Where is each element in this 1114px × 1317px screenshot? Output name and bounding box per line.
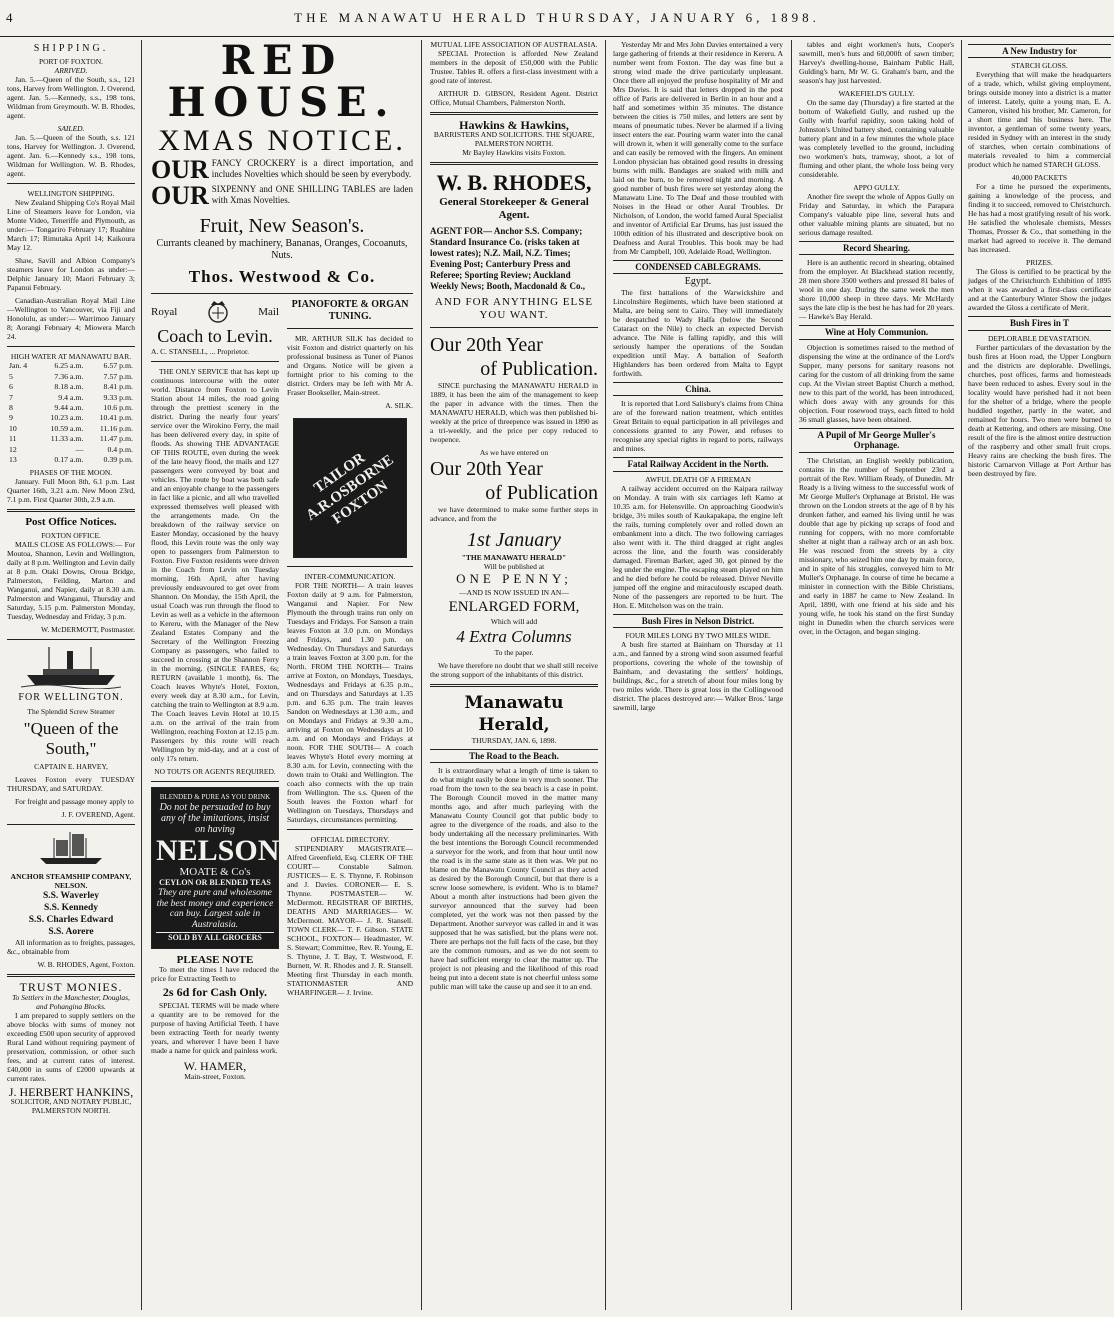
muller-text: The Christian, an English weekly publication, contains in the number of September 23rd a portrait of the Rev. William Ready, of Dunedin. Mr Ready is a living witness to the successful work of Mr George Muller's Orphanage at Bristol. He was thrown on the London streets at the age of 8 by his drunken father, and earned his living until he was double that age by picking up scraps of food and running for coppers, with no more comfortable shelter at night than a railway arch or an ash box. He was rescued from the streets by a city missionary, who seized him one day by main force, and in spite of his struggles, conveyed him to Mr Muller's Orphanage. In course of time he became a minister in connection with the Bible Christians, and early in 1887 he came to New Zealand. In April, 1890, with one friend at his side and his young wife, he took his stand on the first Sunday night in Dunedin when the church services were over, in the Octagon, and began singing. <box>799 455 954 636</box>
tide-am: 7.36 a.m. <box>54 371 84 381</box>
egypt-heading: Egypt. <box>684 276 712 288</box>
bush-nelson-heading: Bush Fires in Nelson District. <box>613 614 783 628</box>
trust-text: I am prepared to supply settlers on the above blocks with sums of money not exceeding £500 upon security of approved Rural Land without requiring payment of preservation, commission, or other such fees, and at current rates of interest. £40,000 in sums of £2000 upwards at current rates. <box>7 1010 135 1083</box>
appo-text: Another fire swept the whole of Appos Gully on Friday and Saturday, in which the Parapara Company's valuable pipe line, several huts and other valuable mining plants are situated, but no serious damage resulted. <box>799 192 954 237</box>
issued-text: —AND IS NOW ISSUED IN AN— <box>459 587 569 597</box>
coach-text: THE ONLY SERVICE that has kept up continuous intercourse with the outer world. Distance from Foxton to Levin Station about 14 miles, the road going through the prettiest scenery in the district. During the nearly four years' service over the Wirokino Ferry, the mail has been delivered every day, in spite of floods. As showing THE ADVANTAGE OF THIS ROUTE, even during the week of the late heavy flood, the mails and 127 passengers were conveyed by boat and vehicles. The route by boat was both safe and an enjoyable change to the passengers in fact like a picnic, and all who travelled expressed themselves well pleased with the arrangements made. On the breakdown of the railway service on Easter Monday, occasioned by the heavy flood, this Levin route was the only way open to passengers from Palmerston to Foxton. Five Foxton residents were driven in the Coach from Levin on Tuesday morning, 16th April, after having previously endeavoured to get over from Shannon. On Monday, the 15th April, the usual Coach was run through the flood to Levin as well as a vehicle in the afternoon to Kereru, with the Manager of the New Zealand Estates Company and the Secretary of the Wellington Freezing Company as passengers, who failed to succeed in crossing at the Shannon Ferry in the morning. (SINGLE FARES, 6s; RETURN (available 1 month), 6s. The Coach leaves Whyte's Hotel, Foxton, every week day at 8.30 a.m., for Levin, catching the train to Wellington at 8.9 a.m. The Coach leaves Levin Hotel at 10.15 a.m. on the arrival of the train from Wellington, reaching Foxton at 12.15 p.m. Passengers by this route will reach Wellington by mid-day, and at a cost of only 17s return. <box>151 367 279 763</box>
prizes-heading: PRIZES. <box>1026 258 1053 268</box>
nelson-tea-ad <box>151 787 279 949</box>
moon-text: January. Full Moon 8th, 6.1 p.m. Last Quarter 16th, 3.21 a.m. New Moon 23rd, 7.1 p.m. First Quarter 30th, 2.9 a.m. <box>7 477 135 505</box>
coach-ad <box>151 299 279 1081</box>
nelson-tea: CEYLON OR BLENDED TEAS <box>159 877 271 887</box>
official-heading: OFFICIAL DIRECTORY. <box>310 835 390 844</box>
column-rule <box>961 40 962 1310</box>
piano-heading: PIANOFORTE & ORGAN TUNING. <box>291 299 409 322</box>
silk-text: MR. ARTHUR SILK has decided to visit Foxton and district quarterly on his professional business as Tuner of Pianos and Organs. Notice will be given a fortnight prior to his coming to the district. Orders may be left with Mr A. Fraser Bookseller, Main-street. <box>287 334 413 397</box>
column-rule <box>421 40 422 1310</box>
divider <box>430 112 598 115</box>
wellington-shipping-heading: WELLINGTON SHIPPING. <box>27 189 115 199</box>
column-rule <box>605 40 606 1310</box>
wine-text: Objection is sometimes raised to the method of dispensing the wine at the ordinance of the Lord's Supper, many persons for sanitary reasons not caring for the custom of all drinking from the same cup. At the Vivian street Baptist Church a method, new to this part of the world, has been introduced, which does away with any grounds for this objection. Four rosewood trays, each fitted to hold 36 small glasses, have been obtained. <box>799 342 954 424</box>
divider <box>7 824 135 825</box>
silk-signature: A. SILK. <box>385 401 413 410</box>
gibson-text: ARTHUR D. GIBSON, Resident Agent. District Office, Mutual Chambers, Palmerston North. <box>430 89 598 107</box>
since-text: SINCE purchasing the MANAWATU HERALD in 1889, it has been the aim of the management to keep the paper in advance with the times. Then the MANAWATU HERALD, which was then published bi-weekly at the price of threepence was issued in 1890 as a tri-weekly, and the price per copy reduced to twopence. <box>430 381 598 445</box>
fleet-ship-name: S.S. Aorere <box>48 927 94 938</box>
tide-row <box>7 403 135 413</box>
page-number: 4 <box>6 10 13 25</box>
hankins-sub: SOLICITOR, AND NOTARY PUBLIC, PALMERSTON NORTH. <box>10 1097 132 1116</box>
for-wellington-heading: FOR WELLINGTON. <box>18 691 124 703</box>
starch-text: Everything that will make the headquarters of a trade, which, whilst giving employment, brings outside money into a district is a matter of interest. Lately, quite a young man, E. A. Cameron, visited his brother, Mr. Cameron, for a short time and his business here. The inventor, a gentleman of some twenty years, resided in Sydney with an interest in the study of starches, when certain combinations of materials revealed to him a commercial product which he named STARCH GLOSS. <box>968 70 1111 170</box>
mutual-text: SPECIAL Protection is afforded New Zealand members in the deposit of £50,000 with the Public Trustee. Tables R. offers a first-class investment with a good rate of interest. <box>430 49 598 85</box>
divider <box>7 346 135 347</box>
road-heading: The Road to the Beach. <box>430 749 598 763</box>
tide-row <box>7 413 135 423</box>
deplorable-heading: DEPLORABLE DEVASTATION. <box>987 333 1091 343</box>
condensed-heading: CONDENSED CABLEGRAMS. <box>613 260 783 274</box>
divider <box>151 781 279 782</box>
postmaster-signature: W. McDERMOTT, Postmaster. <box>41 624 135 634</box>
nelson-claim: They are pure and wholesome the best money and experience can buy. Largest sale in Australasia. <box>156 888 274 930</box>
column-3 <box>426 40 602 1310</box>
road-text: It is extraordinary what a length of time is taken to do what might easily be done in very much sooner. The road from the town to the sea beach is a case in point. The Borough Council moved in the matter many months ago, and after much parleying with the Manawatu County Council got that public body to agree to the divergence of the roads, and also to the body undertaking all the necessary preliminaries. With the best intentions the Borough Council recommended a surveyor for the work, and from that hour until now the road is in the same state as it then was. We put no blame on the Manawatu County Council as they acted as desired by the Borough Council, but that there is a screw loose somewhere, is evident. Who is to blame? About a month after instructions had been given the surveyor announced that the survey had been completed, yet the work was not then passed by the Department. Another surveyor was called in and it was supposed that he was satisfied, but the plans were not. There are perhaps not the full facts of the case, but they are the common rumours, and as we do not seem to have had sufficient energy to clear the matter up. The project is not pleasing and the likelihood of this road being put into a decent state is not cheerful unless some public man will take the cause up and see it to an end. <box>430 766 598 992</box>
sailing-ship-illustration <box>36 830 106 868</box>
packets-count: 40,000 PACKETS <box>1011 173 1068 183</box>
china-heading: China. <box>613 382 783 396</box>
hankins-name: J. HERBERT HANKINS, <box>8 1084 134 1099</box>
wakefield-text: On the same day (Thursday) a fire started at the bottom of Wakefield Gully, and rushed up the Gully with fearful rapidity, soon taking hold of Johnston's United battery shed, containing valuable battery plant and in a few minutes the whole place was completely levelled to the ground, including two workmen's huts, tramway, shoot, a lot of fluming and other plant, the whole loss being very considerable. <box>799 98 954 179</box>
divider <box>151 361 279 362</box>
nelson-top: BLENDED & PURE AS YOU DRINK <box>159 793 271 801</box>
column-rule <box>791 40 792 1310</box>
coach-heading: Coach to Levin. <box>157 326 273 346</box>
wakefield-heading: WAKEFIELD'S GULLY. <box>838 89 915 98</box>
tide-date: Jan. 4 <box>9 361 28 371</box>
tailor-ad <box>293 418 407 558</box>
rhodes-and-for: AND FOR ANYTHING ELSE YOU WANT. <box>434 296 594 322</box>
moon-heading: PHASES OF THE MOON. <box>29 468 113 478</box>
royal-label: Royal <box>151 305 178 318</box>
tide-date: 6 <box>9 382 13 392</box>
nelson-name: NELSON <box>156 834 280 868</box>
divider <box>287 328 413 329</box>
railway-sub: AWFUL DEATH OF A FIREMAN <box>645 474 751 484</box>
published-text: Will be published at <box>483 562 545 572</box>
column-rule <box>141 40 142 1310</box>
penny-price: ONE PENNY; <box>456 571 572 587</box>
tide-date: 7 <box>9 392 13 402</box>
tide-row <box>7 393 135 403</box>
fleet-ship-name: S.S. Waverley <box>42 891 100 902</box>
tide-am: 9.4 a.m. <box>58 392 84 402</box>
tide-pm: 10.41 p.m. <box>99 413 133 423</box>
shearing-text: Here is an authentic record in shearing, obtained from the employer. At Blackhead station recently, 28 men shore 3500 wethers and pressed 81 bales of wool in one day. During the same week the men shore 10,000 sheep in three days. Mr McHardy says the late clip is the best he has had for 20 years.— Hawke's Bay Herald. <box>799 258 954 322</box>
extra-columns: 4 Extra Columns <box>456 626 572 646</box>
tide-am: — <box>75 444 84 454</box>
bush-fires-heading: Bush Fires in T <box>968 316 1111 330</box>
sailed-text: Jan. 5.—Queen of the South, s.s. 121 tons, Harvey for Wellington. J. Overend, agent. Jan. 6.—Kennedy s.s., 198 tons, Wildman for Wellington. W. B. Rhodes, agent. <box>7 133 135 179</box>
masthead <box>0 0 1114 37</box>
herald-title: Manawatu Herald, <box>464 692 564 735</box>
our-dropcap: OUR <box>151 155 209 184</box>
tide-am: 9.44 a.m. <box>54 403 84 413</box>
rhodes-heading: W. B. RHODES, <box>436 170 592 196</box>
sailed-heading: SAILED. <box>57 124 85 134</box>
mails-text: MAILS CLOSE AS FOLLOWS:— For Moutoa, Shannon, Levin and Wellington, daily at 8 p.m. Wellington and Levin daily at 8 p.m. Otaki Downs, Oroua Bridge, Palmerston, Feilding, Marton and Wanganui, and Napier, daily at 8.30 a.m. Palmerston and Wanganui, Thursday and Saturday, 5.15 p.m. Palmerston Monday, Tuesday, Wednesday and Friday, 3 p.m. <box>7 539 135 621</box>
mutual-heading: MUTUAL LIFE ASSOCIATION OF AUSTRALASIA. <box>430 40 598 49</box>
hawkins-note: Mr Bayley Hawkins visits Foxton. <box>462 148 566 158</box>
appo-heading: APPO GULLY. <box>853 183 900 192</box>
fruit-sub: Currants cleaned by machinery, Bananas, Oranges, Cocoanuts, Nuts. <box>156 238 408 261</box>
please-note-heading: PLEASE NOTE <box>176 953 254 966</box>
tide-row <box>7 434 135 444</box>
egypt-text: The first battalions of the Warwickshire and Lincolnshire Regiments, which have been stationed at Malta, are being sent to Cairo. They will immediately be despatched to Wady Halfa (below the Second Cataract on the Nile) to check an expected Dervish advance. The Nile is falling rapidly, and this will seriously hamper the operations of the Soudan expedition until May. A battalion of Seaforth Highlanders has been ordered from Malta to Egypt forthwith. <box>613 287 783 378</box>
tide-heading: HIGH WATER AT MANAWATU BAR. <box>10 352 132 362</box>
trust-sub: To Settlers in the Manchester, Douglas, and Pohangina Blocks. <box>12 992 130 1011</box>
nelson-company: MOATE & Co's <box>179 866 251 879</box>
which-add: Which will add <box>490 616 538 626</box>
year20-heading-b: of Publication. <box>480 358 598 381</box>
column-6 <box>965 40 1114 1310</box>
hawkins-text: BARRISTERS AND SOLICITORS. THE SQUARE, PALMERSTON NORTH. <box>433 130 595 149</box>
tide-am: 6.25 a.m. <box>54 361 84 371</box>
divider <box>7 509 135 512</box>
divider <box>7 974 135 977</box>
intercomm-heading: INTER-COMMUNICATION. <box>304 572 396 581</box>
railway-heading: Fatal Railway Accident in the North. <box>613 457 783 471</box>
stansell-proprietor: A. C. STANSELL, ... Proprietor. <box>151 347 249 356</box>
tide-pm: 11.16 p.m. <box>99 423 133 433</box>
tide-row <box>7 382 135 392</box>
anchor-info: All information as to freights, passages, &c., obtainable from <box>7 938 135 957</box>
no-touts: NO TOUTS OR AGENTS REQUIRED. <box>154 767 276 776</box>
column-4 <box>609 40 787 1310</box>
tide-pm: 0.39 p.m. <box>103 455 133 465</box>
rhodes-sub: General Storekeeper & General Agent. <box>439 196 589 222</box>
jan1-heading: 1st January <box>467 529 561 552</box>
starch-text-2: For a time he pursued the experiments, gaining a knowledge of the process, and finding it to succeed, removed to Christchurch. He has had a most gratifying result of his work. He satisfied the wholesale chemists, Messrs Thomas, Prosser & Co., that something in the market had agreed to receive it. The demand has increased. <box>968 182 1111 255</box>
note-text: To meet the times I have reduced the price for Extracting Teeth to <box>151 965 279 984</box>
freight-text: For freight and passage money apply to <box>15 797 134 807</box>
to-paper: To the paper. <box>494 647 534 657</box>
xmas-notice-heading: XMAS NOTICE. <box>158 124 406 157</box>
trust-monies-heading: TRUST MONIES. <box>19 980 123 995</box>
divider <box>430 327 598 328</box>
post-office-heading: Post Office Notices. <box>25 516 117 529</box>
our-crockery-text: FANCY CROCKERY is a direct importation, and includes Novelties which should be seen by everybody. <box>211 158 413 179</box>
year20-heading-d: of Publication <box>485 482 598 505</box>
prizes-text: The Gloss is certified to be practical by the judges of the Christchurch Exhibition of 1895 when it was awarded a first-class certificate and at the Canterbury Winter Show the judges awarded the Gloss a certificate of Merit. <box>968 267 1111 313</box>
tide-row <box>7 445 135 455</box>
arrived-text: Jan. 5.—Queen of the South, s.s., 121 tons, Harvey from Wellington. J. Overend, agent. Jan. 5.—Kennedy, s.s., 198 tons, Wildman from Greymouth. W. B. Rhodes, agent. <box>7 75 135 121</box>
starch-heading: STARCH GLOSS. <box>1011 61 1068 71</box>
hamer-sub: Main-street, Foxton. <box>184 1071 246 1081</box>
port-heading: PORT OF FOXTON. <box>38 57 104 67</box>
royal-crest-icon <box>203 299 233 325</box>
tide-date: 8 <box>9 403 13 413</box>
year20-heading-c: Our 20th Year <box>430 458 543 481</box>
tide-am: 10.23 a.m. <box>50 413 84 423</box>
tide-am: 8.18 a.m. <box>54 382 84 392</box>
tide-date: 5 <box>9 371 13 381</box>
tailor-text: TAILOR A.R.OSBORNE FOXTON <box>303 450 397 528</box>
piano-ad <box>287 299 413 1001</box>
tide-pm: 9.33 p.m. <box>103 392 133 402</box>
support-text: We have therefore no doubt that we shall still receive the strong support of the inhabitants of this district. <box>430 660 598 679</box>
train-times: FOR THE NORTH— A train leaves Foxton daily at 9 a.m. for Palmerston, Wanganui and Napier. For New Plymouth the through trains run only on Tuesdays and Fridays. For Sanson a train leaves Foxton at 3.0 p.m. on Mondays and Fridays, and 1.30 p.m. on Wednesday. On Thursdays and Saturdays a train leaves Foxton at 3.00 p.m. for the North. FROM THE NORTH— Trains arrive at Foxton, on Mondays, Tuesdays, Wednesdays and Fridays at 6.35 p.m., and on Thursdays and Saturdays at 1.35 p.m. and 6.35 p.m. The train leaves Sandon on Wednesdays at 1.30 a.m., and on Mondays and Fridays at 9.30 a.m., arriving at Foxton on Wednesdays at 10 a.m. and on Mondays and Fridays at noon. FOR THE SOUTH— A coach leaves Whyte's Hotel every morning at 8.30 a.m. for Levin, connecting with the down train to Otaki and Wellington. The coach also connects with the up train from Wellington. The s.s. Queen of the South leaves the Foxton wharf for Wellington on Tuesdays, Thursdays and Saturdays, circumstances permitting. <box>287 581 413 824</box>
bush-nelson-sub: FOUR MILES LONG BY TWO MILES WIDE. <box>625 631 771 641</box>
hamer-name: W. HAMER, <box>183 1059 247 1074</box>
as-we-text: As we have entered on <box>479 448 549 458</box>
fleet-ship-name: S.S. Charles Edward <box>28 915 114 926</box>
tide-pm: 0.4 p.m. <box>107 444 133 454</box>
tide-date: 9 <box>9 413 13 423</box>
tide-am: 0.17 a.m. <box>54 455 84 465</box>
fleet-list <box>7 890 135 938</box>
leaves-text: Leaves Foxton every TUESDAY THURSDAY, and SATURDAY. <box>7 775 135 794</box>
column-2-lower <box>151 299 413 1310</box>
divider <box>287 566 413 567</box>
column-5 <box>795 40 958 1310</box>
wine-heading: Wine at Holy Communion. <box>799 325 954 339</box>
tide-am: 10.59 a.m. <box>50 423 84 433</box>
local-news-text: Yesterday Mr and Mrs John Davies entertained a very large gathering of friends at their residence in Kereru. A number went from Foxton. The day was fine but a strong wind made the drive particularly unpleasant. Once there all enjoyed the profuse hospitality of Mr and Mrs Davies. It is said that letters dropped in the post office of Paris are delivered in Berlin in an hour and a half and sometimes within 35 minutes. The distance between the cities is 750 miles, and letters are sent by means of pneumatic tubes. Never be alarmed if a living insect enters the ear. Pouring warm water into the canal will drown it, when it will generally come to the surface and can easily be removed with the fingers. An eminent London physician has obtained good results in dressing burns with milk. Bandages are soaked with milk and laid on the burn, to be removed night and morning. A good number of bush fires were set yesterday along the Manawatu Line. To The Deaf and those troubled with Noises in the Head or other Aural Troubles. Dr Nicholson, of London, the world famed Aural Specialist and inventor of Artificial Ear Drums, has just issued the 100th edition of his illustrated and descriptive book on Deafness and Aural Troubles. This book may be had from Mr Campbell, 100, Adelaide Road, Wellington. <box>613 40 783 256</box>
divider <box>151 293 413 294</box>
nelson-warning: Do not be persuaded to buy any of the imitations, insist on having <box>159 802 271 836</box>
tide-am: 11.33 a.m. <box>50 434 84 444</box>
masthead-title: THE MANAWATU HERALD THURSDAY, JANUARY 6, 1898. <box>294 10 820 25</box>
rhodes-agent-list: AGENT FOR— Anchor S.S. Company; Standard Insurance Co. (risks taken at lowest rates); N.Z. Mail, N.Z. Times; Evening Post; Canterbury Press and Referee; Sporting Review; Auckland Weekly News; Booth, Macdonald & Co., <box>430 226 585 292</box>
tide-row <box>7 372 135 382</box>
special-terms: SPECIAL TERMS will be made where a quantity are to be removed for the purpose of having Artificial Teeth. I have been extracting Teeth for nearly twenty years, and wherever I have been I have made a name for quick and painless work. <box>151 1001 279 1056</box>
overend-agent: J. F. OVEREND, Agent. <box>61 810 135 820</box>
official-text: STIPENDIARY MAGISTRATE— Alfred Greenfield, Esq. CLERK OF THE COURT— Constable Salmon. JUSTICES— E. S. Thynne, F. Robinson and J. Davies. CORONER— E. S. Thynne. POSTMASTER— W. McDermott. REGISTRAR OF BIRTHS, DEATHS AND MARRIAGES— W. McDermott. MAYOR— J. R. Stansell. TOWN CLERK— T. F. Gibson. STATE SCHOOL, FOXTON— Headmaster, W. S. Stewart; Committee, Rev. R. Young, E. S. Thynne, J. T. Bay, T. Westwood, F. Burnett, W. R. Rhodes and J. R. Stansell. Meeting first Thursday in each month. STATIONMASTER AND WHARFINGER— J. Irvine. <box>287 844 413 997</box>
column-2 <box>146 40 418 1310</box>
fire-continued-text: tables and eight workmen's huts, Cooper's sawmill, men's huts and 60,000ft of sawn timber; Harvey's dwelling-house, Bainham Public Hall, Gulding's barn, Mr W. G. Graham's barn, and the season's hay just harvested. <box>799 40 954 85</box>
steamer-line: The Splendid Screw Steamer <box>27 707 115 717</box>
post-office-sub: FOXTON OFFICE. <box>41 530 101 540</box>
our-dropcap: OUR <box>151 181 209 210</box>
shipping-heading: SHIPPING. <box>33 43 109 54</box>
railway-text: A railway accident occurred on the Kaipara railway on Monday. A train with six carriages left Kamo at 10.35 a.m. for Helensville. On approaching Goodwin's bridge, 3½ miles south of Kaukapakapa, the engine left the rails, turning completely over and rolled down an embankment into a ditch. The two following carriages also went with it. The third dragged at right angles across the line, and the fourth was considerably damaged. Fireman Barker, aged 30, got pinned by the leg under the engine. The escaping steam played on him and he died before he could be released. Driver Neville jumped off the engine and miraculously escaped death. None of the passengers are reported to be hurt. The Hon. E. Mitchelson was on the train. <box>613 483 783 610</box>
canadian-line-text: Canadian-Australian Royal Mail Line—Wellington to Vancouver, via Fiji and Honolulu, as under:— Warrimoo January 8; Aorangi February 4; Miowera March 24. <box>7 296 135 342</box>
steamer-name: "Queen of the South," <box>23 719 119 759</box>
herald-name: "THE MANAWATU HERALD" <box>461 553 567 563</box>
determined-text: we have determined to make some further steps in advance, and from the <box>430 505 598 524</box>
new-industry-heading: A New Industry for <box>968 44 1111 58</box>
westwood-heading: Thos. Westwood & Co. <box>188 267 376 286</box>
captain-name: CAPTAIN E. HARVEY, <box>34 762 108 772</box>
column-1 <box>4 40 138 1310</box>
tide-date: 11 <box>9 434 17 444</box>
fleet-ship-name: S.S. Kennedy <box>43 903 99 914</box>
tide-row <box>7 361 135 371</box>
tide-table <box>7 361 135 465</box>
bush-nelson-text: A bush fire started at Bainham on Thursday at 11 a.m., and fanned by a strong wind soon assumed fearful proportions, covering the whole of the township of Bainham, and devastating the settlers' holdings, buildings, &c., for a stretch of about four miles long by two miles wide. There is great loss in the Collingwood district. The places destroyed are:— Walker Bros.' large sawmill, large <box>613 640 783 713</box>
rhodes-agent: W. B. RHODES, Agent, Foxton. <box>37 960 135 970</box>
arrived-heading: ARRIVED. <box>54 66 88 76</box>
tide-date: 10 <box>9 423 17 433</box>
tide-date: 13 <box>9 455 17 465</box>
note-price: 2s 6d for Cash Only. <box>162 985 268 1000</box>
tide-row <box>7 424 135 434</box>
hawkins-heading: Hawkins & Hawkins, <box>459 118 569 132</box>
shearing-heading: Record Shearing. <box>799 241 954 255</box>
our-tables-text: SIXPENNY and ONE SHILLING TABLES are laden with Xmas Novelties. <box>211 184 413 205</box>
tide-pm: 11.47 p.m. <box>99 434 133 444</box>
china-text: It is reported that Lord Salisbury's claims from China are of the foreward nation treatment, which entitles Great Britain to equal participation in all privileges and concessions granted to any Power, and refuses to recognise any special rights in regard to ports, railways and mines. <box>613 399 783 454</box>
shaw-savill-text: Shaw, Savill and Albion Company's steamers leave for London as under:— Delphic January 10; Maori February 3; Papanui February. <box>7 256 135 293</box>
tide-date: 12 <box>9 444 17 454</box>
nelson-sold: SOLD BY ALL GROCERS <box>156 932 274 943</box>
muller-heading: A Pupil of Mr George Muller's Orphanage. <box>799 428 954 453</box>
steamship-illustration <box>21 645 121 689</box>
red-house-heading: RED HOUSE. <box>167 40 397 126</box>
divider <box>430 684 598 687</box>
tide-row <box>7 455 135 465</box>
mail-label: Mail <box>258 305 279 318</box>
fruit-heading: Fruit, New Season's. <box>199 215 365 237</box>
tide-pm: 7.57 p.m. <box>103 371 133 381</box>
tide-pm: 8.41 p.m. <box>103 382 133 392</box>
enlarged-heading: ENLARGED FORM, <box>448 598 580 615</box>
divider <box>7 639 135 640</box>
wellington-shipping-text: New Zealand Shipping Co's Royal Mail Line of Steamers leave for London, via Monte Video, Teneriffe and Plymouth, as under:— Tongariro February 17; Ruahine March 17; Rimutaka April 14; Kaikoura May 12. <box>7 198 135 253</box>
anchor-company-heading: ANCHOR STEAMSHIP COMPANY, NELSON. <box>10 872 132 891</box>
divider <box>7 183 135 184</box>
tide-pm: 6.57 p.m. <box>103 361 133 371</box>
divider <box>430 162 598 165</box>
tide-pm: 10.6 p.m. <box>103 403 133 413</box>
bush-fires-text: Further particulars of the devastation by the bush fires at Hoon road, the Upper Longburn and the districts are deplorable. Dwellings, churches, post offices, farms and homesteads have been reduced to ashes. Every soul in the locality would have perished had it not been for the shelter of a bridge, where the people huddled together, partly in the water, and remained for hours. Two men were burned to death at Kettering, and others are missing. One result of the fire is the almost entire destruction of the raspberry and other small fruit crops. Heavy rains are checking the bush fires. The historic Carnarvon Village at Port Arthur has been destroyed by fire. <box>968 342 1111 478</box>
year20-heading-a: Our 20th Year <box>430 334 543 357</box>
divider <box>287 829 413 830</box>
issue-date: THURSDAY, JAN. 6, 1898. <box>471 735 557 745</box>
